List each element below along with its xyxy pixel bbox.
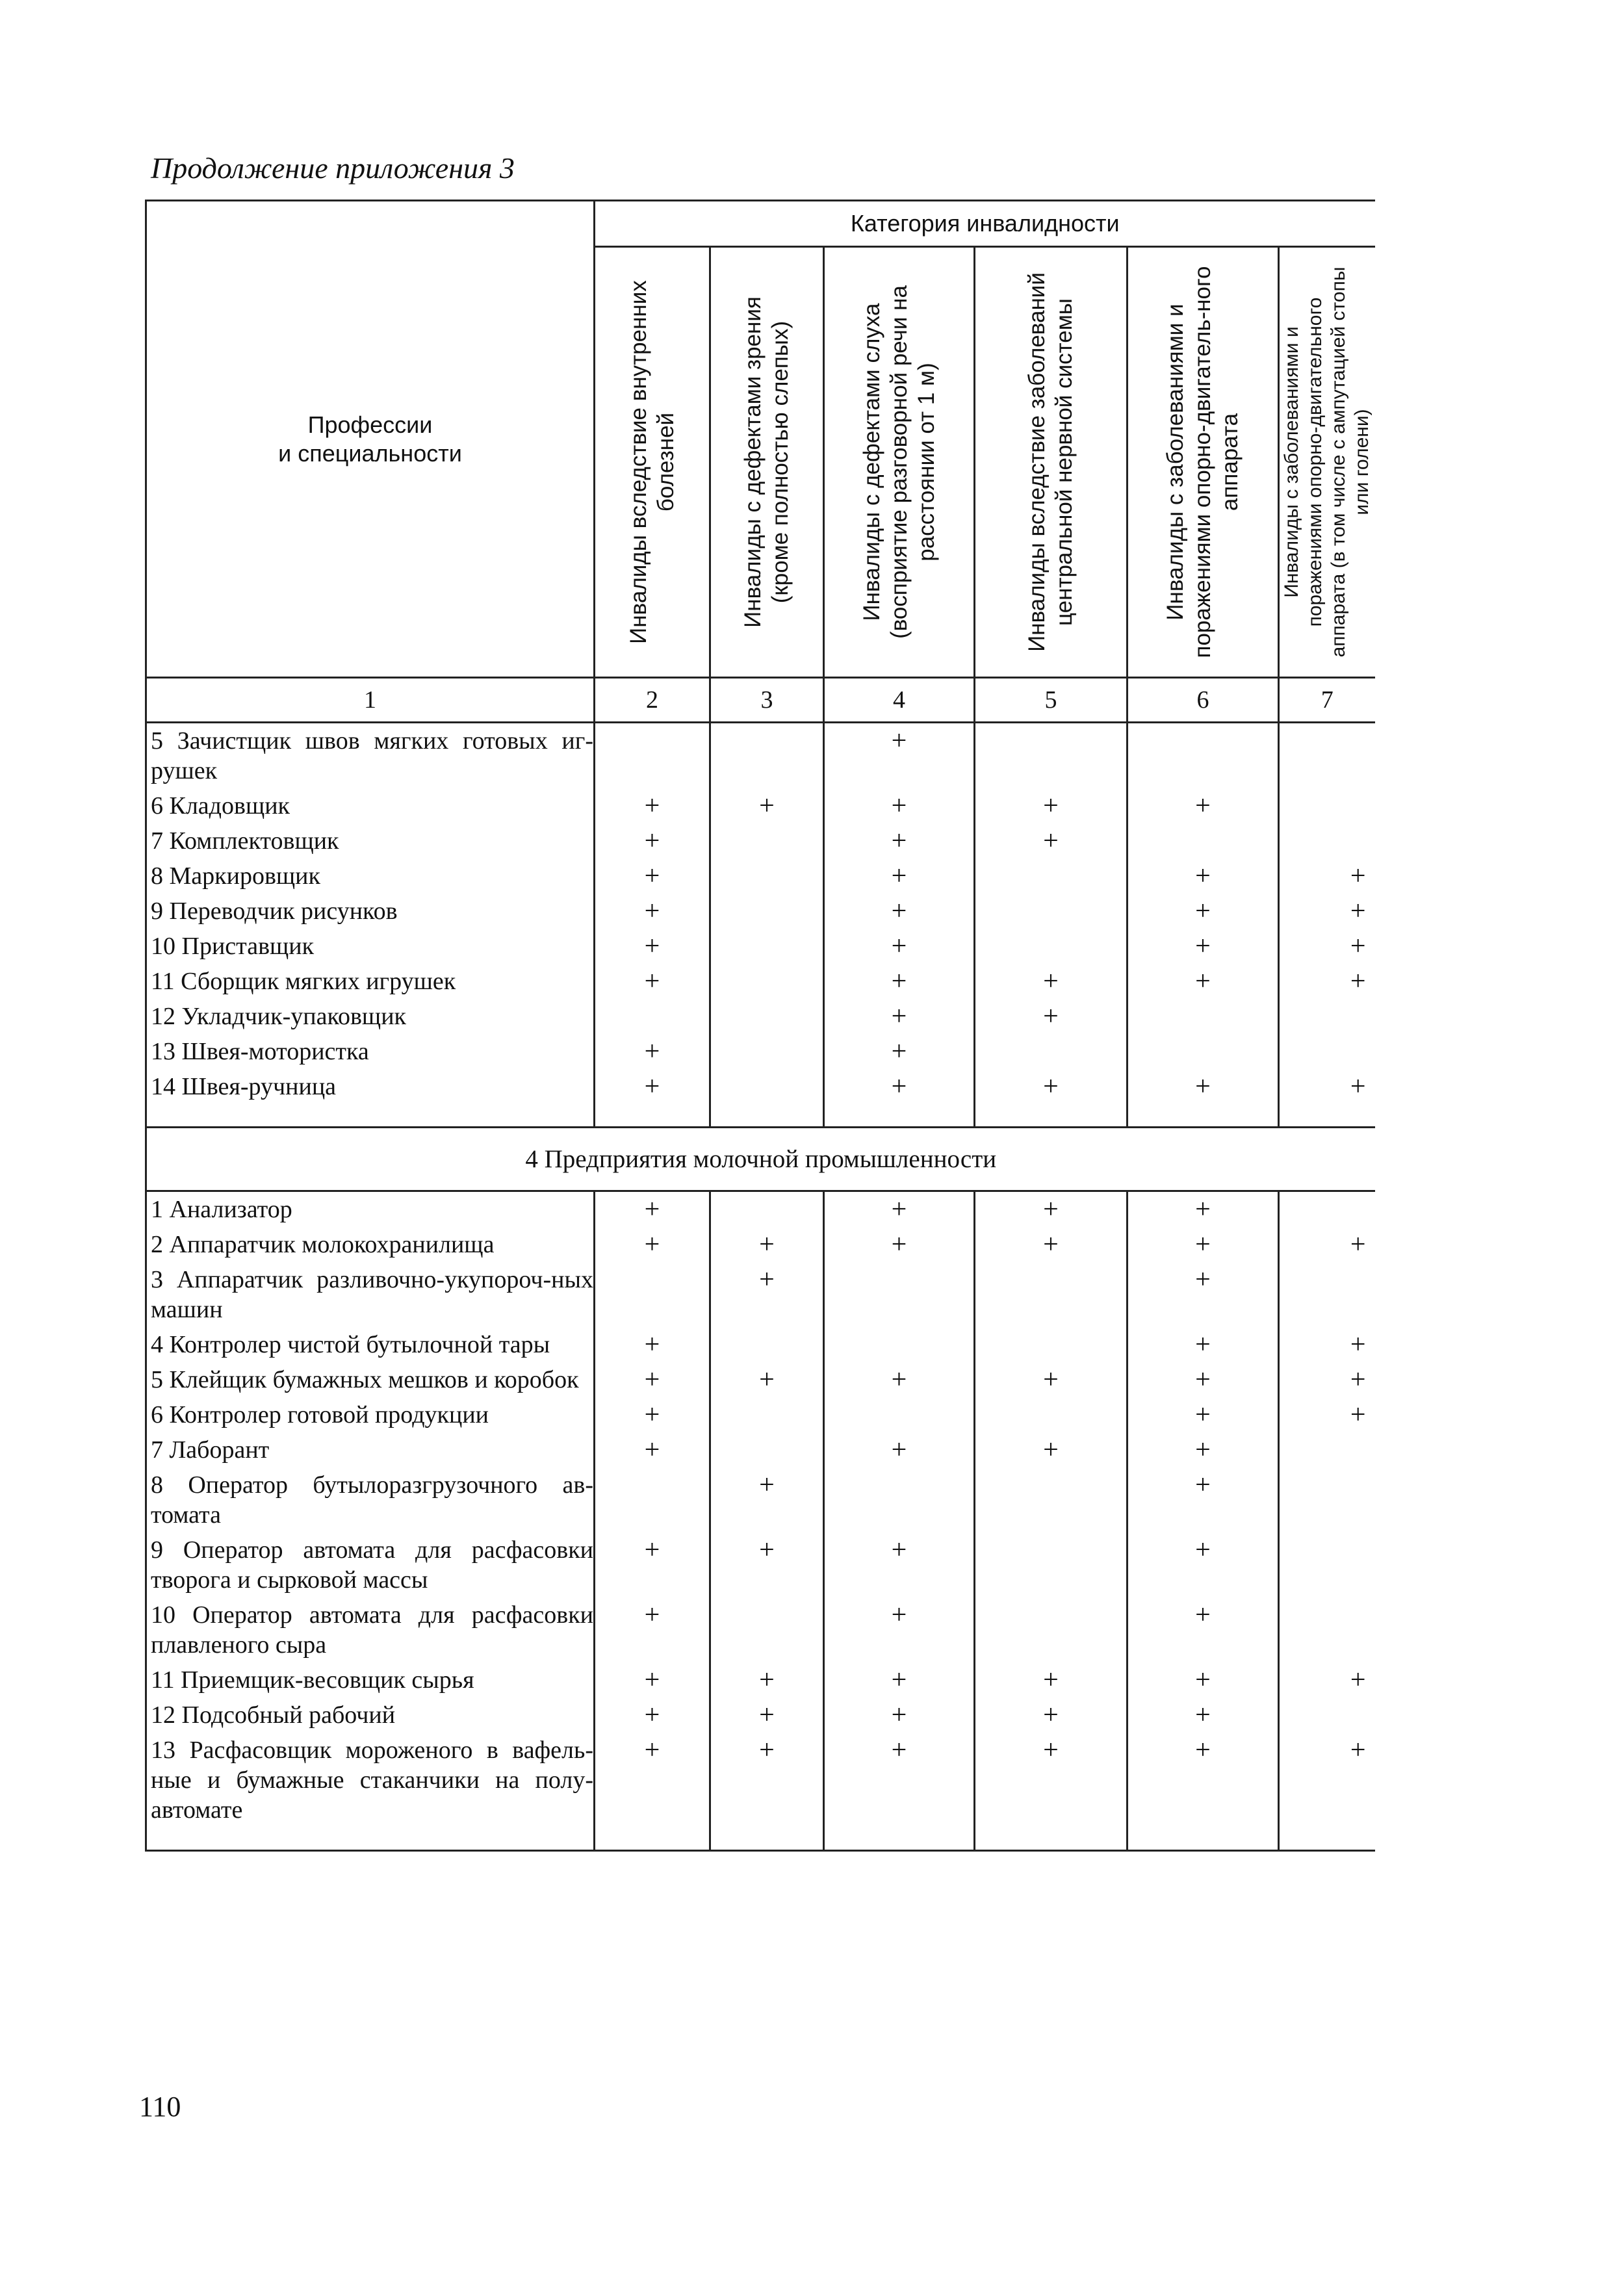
profession-name: 11 Сборщик мягких игрушек <box>146 964 595 999</box>
suitability-mark: + <box>824 1034 975 1069</box>
table-row <box>146 823 1375 859</box>
table-row <box>146 1069 1375 1104</box>
suitability-mark <box>710 1597 824 1662</box>
suitability-mark <box>975 929 1128 964</box>
suitability-mark: + <box>1279 964 1375 999</box>
page-number: 110 <box>139 2091 181 2123</box>
table-row <box>146 723 1375 789</box>
table-row <box>146 1397 1375 1432</box>
column-number-2: 2 <box>595 678 710 723</box>
suitability-mark <box>1279 723 1375 789</box>
table-row <box>146 1698 1375 1733</box>
profession-name: 11 Приемщик-весовщик сырья <box>146 1662 595 1698</box>
suitability-mark: + <box>1128 1432 1279 1467</box>
suitability-mark <box>710 859 824 894</box>
suitability-mark: + <box>1128 1262 1279 1327</box>
suitability-mark <box>1128 999 1279 1034</box>
suitability-mark <box>824 1397 975 1432</box>
profession-name: 14 Швея-ручница <box>146 1069 595 1104</box>
suitability-mark: + <box>824 1432 975 1467</box>
suitability-mark <box>1279 1597 1375 1662</box>
suitability-mark: + <box>824 1662 975 1698</box>
table-row <box>146 1597 1375 1662</box>
suitability-mark <box>710 1432 824 1467</box>
gap-cell <box>146 1104 595 1128</box>
table-row <box>146 999 1375 1034</box>
suitability-mark: + <box>824 823 975 859</box>
table-row <box>146 894 1375 929</box>
suitability-mark <box>1279 1432 1375 1467</box>
suitability-mark <box>975 1597 1128 1662</box>
suitability-mark: + <box>824 1191 975 1228</box>
suitability-mark: + <box>595 1597 710 1662</box>
suitability-mark: + <box>824 859 975 894</box>
page-caption: Продолжение приложения 3 <box>151 151 515 185</box>
suitability-mark <box>1279 788 1375 823</box>
suitability-mark: + <box>710 1698 824 1733</box>
suitability-mark: + <box>824 1362 975 1397</box>
suitability-mark: + <box>975 1362 1128 1397</box>
suitability-mark <box>710 999 824 1034</box>
profession-name: 6 Кладовщик <box>146 788 595 823</box>
section-dairy-title-body <box>146 1128 1375 1191</box>
suitability-mark: + <box>1128 1327 1279 1362</box>
column-number-7: 7 <box>1279 678 1375 723</box>
column-header-text-4: Инвалиды с дефектами слуха (восприятие разговорной речи на расстоянии от 1 м) <box>858 285 939 639</box>
table-row <box>146 964 1375 999</box>
gap-cell <box>710 1104 824 1128</box>
suitability-mark: + <box>595 823 710 859</box>
suitability-mark: + <box>595 1327 710 1362</box>
suitability-mark: + <box>975 1191 1128 1228</box>
suitability-mark: + <box>595 929 710 964</box>
suitability-mark <box>824 1327 975 1362</box>
suitability-mark: + <box>1128 1069 1279 1104</box>
suitability-mark: + <box>975 1698 1128 1733</box>
profession-name: 5 Зачистщик швов мягких готовых иг-рушек <box>146 723 595 789</box>
profession-name: 5 Клейщик бумажных мешков и коробок <box>146 1362 595 1397</box>
suitability-mark <box>710 1327 824 1362</box>
column-number-1: 1 <box>146 678 595 723</box>
table-row <box>146 1327 1375 1362</box>
section-bottom-gap <box>146 1104 1375 1128</box>
column-header-text-3: Инвалиды с дефектами зрения (кроме полностью слепых) <box>740 296 793 628</box>
table-row <box>146 1733 1375 1828</box>
suitability-mark <box>1128 1034 1279 1069</box>
suitability-mark: + <box>824 1698 975 1733</box>
section-textile-toys-rows <box>146 723 1375 1128</box>
suitability-mark: + <box>710 788 824 823</box>
suitability-mark: + <box>710 1532 824 1597</box>
suitability-mark: + <box>1279 1327 1375 1362</box>
gap-cell <box>1279 1828 1375 1851</box>
suitability-mark <box>595 723 710 789</box>
column-header-text-5: Инвалиды вследствие заболеваний центральной нервной системы <box>1024 272 1077 652</box>
suitability-mark <box>975 1034 1128 1069</box>
professions-header-line2: и специальности <box>278 439 462 467</box>
table-row <box>146 859 1375 894</box>
suitability-mark: + <box>1128 1397 1279 1432</box>
suitability-mark <box>710 929 824 964</box>
profession-name: 13 Расфасовщик мороженого в вафель-ные и бумажные стаканчики на полу-автомате <box>146 1733 595 1828</box>
suitability-mark: + <box>1279 859 1375 894</box>
profession-name: 7 Комплектовщик <box>146 823 595 859</box>
suitability-mark <box>975 894 1128 929</box>
suitability-mark: + <box>1128 1191 1279 1228</box>
suitability-mark: + <box>1128 1597 1279 1662</box>
suitability-mark <box>1279 1698 1375 1733</box>
suitability-mark <box>1279 1467 1375 1532</box>
suitability-mark: + <box>1279 1362 1375 1397</box>
profession-name: 3 Аппаратчик разливочно-укупороч-ных машин <box>146 1262 595 1327</box>
suitability-mark: + <box>824 788 975 823</box>
table-row <box>146 1662 1375 1698</box>
suitability-mark: + <box>710 1467 824 1532</box>
suitability-mark: + <box>710 1733 824 1828</box>
suitability-mark: + <box>595 1733 710 1828</box>
profession-name: 9 Оператор автомата для расфасовки творога и сырковой массы <box>146 1532 595 1597</box>
suitability-mark <box>710 723 824 789</box>
profession-name: 8 Маркировщик <box>146 859 595 894</box>
suitability-mark: + <box>710 1362 824 1397</box>
suitability-mark: + <box>975 1227 1128 1262</box>
suitability-mark: + <box>824 894 975 929</box>
profession-name: 10 Оператор автомата для расфасовки плавленого сыра <box>146 1597 595 1662</box>
suitability-mark: + <box>710 1262 824 1327</box>
gap-cell <box>824 1104 975 1128</box>
column-header-2 <box>595 247 710 678</box>
suitability-mark: + <box>595 1532 710 1597</box>
suitability-mark: + <box>595 1698 710 1733</box>
profession-name: 12 Подсобный рабочий <box>146 1698 595 1733</box>
suitability-mark <box>710 964 824 999</box>
suitability-mark: + <box>595 1432 710 1467</box>
table-row <box>146 1262 1375 1327</box>
suitability-mark: + <box>710 1227 824 1262</box>
column-header-6 <box>1128 247 1279 678</box>
profession-name: 7 Лаборант <box>146 1432 595 1467</box>
suitability-mark: + <box>595 1397 710 1432</box>
gap-cell <box>595 1104 710 1128</box>
column-number-6: 6 <box>1128 678 1279 723</box>
suitability-mark <box>975 723 1128 789</box>
suitability-mark: + <box>1279 1733 1375 1828</box>
gap-cell <box>1279 1104 1375 1128</box>
suitability-mark <box>710 1191 824 1228</box>
gap-cell <box>975 1104 1128 1128</box>
section-bottom-gap <box>146 1828 1375 1851</box>
suitability-mark <box>1279 1191 1375 1228</box>
suitability-mark <box>975 1327 1128 1362</box>
suitability-mark: + <box>1279 929 1375 964</box>
suitability-mark <box>710 823 824 859</box>
suitability-mark: + <box>1128 1733 1279 1828</box>
table-row <box>146 1532 1375 1597</box>
disability-professions-table <box>145 200 1375 1852</box>
profession-name: 4 Контролер чистой бутылочной тары <box>146 1327 595 1362</box>
suitability-mark: + <box>975 1069 1128 1104</box>
suitability-mark: + <box>595 1034 710 1069</box>
suitability-mark: + <box>595 788 710 823</box>
column-number-4: 4 <box>824 678 975 723</box>
section-dairy-rows <box>146 1191 1375 1851</box>
gap-cell <box>1128 1828 1279 1851</box>
suitability-mark: + <box>595 1227 710 1262</box>
suitability-mark <box>975 1397 1128 1432</box>
suitability-mark: + <box>595 1191 710 1228</box>
suitability-mark: + <box>975 1662 1128 1698</box>
suitability-mark: + <box>824 1597 975 1662</box>
suitability-mark <box>975 1467 1128 1532</box>
gap-cell <box>595 1828 710 1851</box>
suitability-mark: + <box>595 894 710 929</box>
suitability-mark <box>975 859 1128 894</box>
table-row <box>146 1034 1375 1069</box>
suitability-mark: + <box>1128 859 1279 894</box>
profession-name: 12 Укладчик-упаковщик <box>146 999 595 1034</box>
suitability-mark <box>1279 1034 1375 1069</box>
column-header-text-7: Инвалиды с заболеваниями и поражениями опорно-двигательного аппарата (в том числе с ампутацией стопы или голени) <box>1281 266 1373 658</box>
profession-name: 8 Оператор бутылоразгрузочного ав-томата <box>146 1467 595 1532</box>
suitability-mark <box>1279 999 1375 1034</box>
professions-header-line1: Профессии <box>307 411 433 438</box>
table-row <box>146 1432 1375 1467</box>
suitability-mark: + <box>975 788 1128 823</box>
table-row <box>146 788 1375 823</box>
suitability-mark: + <box>595 1069 710 1104</box>
suitability-mark <box>710 1397 824 1432</box>
suitability-mark: + <box>1279 894 1375 929</box>
gap-cell <box>710 1828 824 1851</box>
profession-name: 13 Швея-мотористка <box>146 1034 595 1069</box>
suitability-mark: + <box>595 964 710 999</box>
table-row <box>146 1467 1375 1532</box>
suitability-mark: + <box>975 1733 1128 1828</box>
suitability-mark <box>975 1262 1128 1327</box>
suitability-mark: + <box>1128 894 1279 929</box>
suitability-mark: + <box>824 929 975 964</box>
gap-cell <box>146 1828 595 1851</box>
suitability-mark: + <box>975 999 1128 1034</box>
suitability-mark <box>710 1069 824 1104</box>
suitability-mark <box>1128 723 1279 789</box>
profession-name: 6 Контролер готовой продукции <box>146 1397 595 1432</box>
profession-name: 10 Приставщик <box>146 929 595 964</box>
suitability-mark: + <box>1128 929 1279 964</box>
suitability-mark <box>710 1034 824 1069</box>
column-header-7 <box>1279 247 1375 678</box>
suitability-mark <box>1279 1532 1375 1597</box>
suitability-mark: + <box>824 723 975 789</box>
section-title-dairy: 4 Предприятия молочной промышленности <box>146 1128 1375 1191</box>
suitability-mark <box>824 1262 975 1327</box>
suitability-mark: + <box>1128 1227 1279 1262</box>
column-header-text-6: Инвалиды с заболеваниями и поражениями опорно-двигатель-ного аппарата <box>1163 266 1243 658</box>
suitability-mark: + <box>1279 1227 1375 1262</box>
table-row <box>146 1227 1375 1262</box>
table-row <box>146 1362 1375 1397</box>
suitability-mark: + <box>824 964 975 999</box>
suitability-mark <box>595 1262 710 1327</box>
suitability-mark: + <box>975 1432 1128 1467</box>
suitability-mark <box>824 1467 975 1532</box>
suitability-mark: + <box>595 1662 710 1698</box>
suitability-mark: + <box>1128 1467 1279 1532</box>
suitability-mark: + <box>1128 1698 1279 1733</box>
column-header-4 <box>824 247 975 678</box>
suitability-mark: + <box>975 964 1128 999</box>
suitability-mark: + <box>1279 1662 1375 1698</box>
suitability-mark: + <box>1128 1532 1279 1597</box>
column-number-5: 5 <box>975 678 1128 723</box>
suitability-mark: + <box>1279 1069 1375 1104</box>
column-numbers-row <box>146 678 1375 723</box>
category-header: Категория инвалидности <box>595 201 1375 247</box>
suitability-mark: + <box>1279 1397 1375 1432</box>
profession-name: 2 Аппаратчик молокохранилища <box>146 1227 595 1262</box>
suitability-mark: + <box>1128 1662 1279 1698</box>
suitability-mark: + <box>710 1662 824 1698</box>
gap-cell <box>975 1828 1128 1851</box>
column-number-3: 3 <box>710 678 824 723</box>
suitability-mark: + <box>824 1069 975 1104</box>
table-row <box>146 929 1375 964</box>
suitability-mark: + <box>975 823 1128 859</box>
suitability-mark: + <box>824 1733 975 1828</box>
suitability-mark: + <box>824 1532 975 1597</box>
suitability-mark <box>1279 823 1375 859</box>
column-header-text-2: Инвалиды вследствие внутренних болезней <box>625 280 678 644</box>
suitability-mark: + <box>824 1227 975 1262</box>
suitability-mark <box>975 1532 1128 1597</box>
professions-header <box>146 201 595 678</box>
profession-name: 9 Переводчик рисунков <box>146 894 595 929</box>
suitability-mark <box>595 999 710 1034</box>
column-header-5 <box>975 247 1128 678</box>
suitability-mark <box>710 894 824 929</box>
gap-cell <box>1128 1104 1279 1128</box>
suitability-mark: + <box>1128 788 1279 823</box>
suitability-mark: + <box>824 999 975 1034</box>
suitability-mark <box>595 1467 710 1532</box>
profession-name: 1 Анализатор <box>146 1191 595 1228</box>
suitability-mark <box>1279 1262 1375 1327</box>
suitability-mark: + <box>1128 1362 1279 1397</box>
suitability-mark: + <box>1128 964 1279 999</box>
table-row <box>146 1191 1375 1228</box>
column-header-3 <box>710 247 824 678</box>
suitability-mark <box>1128 823 1279 859</box>
suitability-mark: + <box>595 1362 710 1397</box>
gap-cell <box>824 1828 975 1851</box>
suitability-mark: + <box>595 859 710 894</box>
